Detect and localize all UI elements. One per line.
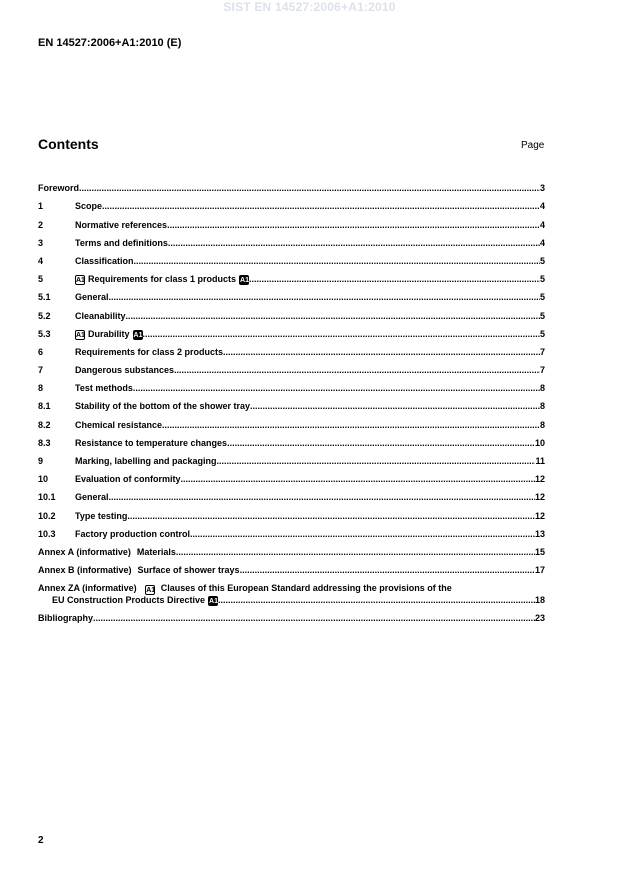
toc-number: Annex B (informative) — [38, 565, 132, 576]
document-id: EN 14527:2006+A1:2010 (E) — [38, 37, 182, 49]
toc-title: Test methods — [75, 383, 133, 394]
toc-entry[interactable] — [38, 431, 545, 449]
toc-title: Bibliography — [38, 612, 94, 623]
toc-leader — [250, 401, 540, 412]
toc-entry[interactable] — [38, 285, 545, 303]
toc-number: 10.1 — [38, 492, 56, 503]
toc-number: 3 — [38, 237, 44, 248]
table-of-contents — [38, 176, 545, 624]
toc-number: 5.1 — [38, 292, 51, 303]
toc-number: 8.1 — [38, 401, 51, 412]
toc-number: 10.2 — [38, 510, 56, 521]
toc-entry[interactable] — [38, 231, 545, 249]
toc-entry[interactable] — [38, 540, 545, 558]
toc-entry[interactable] — [38, 606, 545, 624]
toc-title: Dangerous substances — [75, 365, 175, 376]
toc-number: 7 — [38, 365, 44, 376]
toc-entry[interactable] — [38, 194, 545, 212]
toc-number: 4 — [38, 255, 44, 266]
toc-title: Terms and definitions — [75, 237, 168, 248]
toc-title: Requirements for class 2 products — [75, 346, 224, 357]
toc-title: Factory production control — [75, 528, 191, 539]
toc-number: 8 — [38, 383, 44, 394]
toc-entry[interactable] — [38, 394, 545, 412]
toc-page: 12 — [534, 474, 545, 485]
toc-leader — [102, 201, 540, 212]
toc-entry[interactable] — [38, 558, 545, 576]
toc-leader — [218, 595, 535, 606]
toc-number: 1 — [38, 201, 44, 212]
page-number: 2 — [38, 835, 44, 846]
toc-leader — [134, 256, 540, 267]
toc-title: General — [75, 492, 109, 503]
toc-page: 8 — [539, 383, 545, 394]
toc-page: 11 — [535, 456, 545, 466]
toc-title: Marking, labelling and packaging — [75, 456, 217, 466]
toc-entry[interactable] — [38, 376, 545, 394]
amendment-end-icon: A1 — [133, 331, 143, 339]
toc-page: 8 — [539, 419, 545, 430]
toc-page: 8 — [539, 401, 545, 412]
toc-entry[interactable] — [38, 503, 545, 521]
toc-entry[interactable] — [38, 340, 545, 358]
toc-entry[interactable] — [38, 267, 545, 285]
toc-title: Materials — [136, 546, 176, 557]
toc-leader — [133, 383, 540, 394]
toc-entry[interactable] — [38, 176, 545, 194]
toc-page: 12 — [534, 492, 545, 503]
toc-leader — [168, 238, 540, 249]
toc-page: 7 — [539, 346, 545, 357]
amendment-start-icon: A1 — [146, 586, 156, 594]
toc-leader — [181, 474, 535, 485]
toc-title: Surface of shower trays — [137, 565, 240, 576]
toc-leader — [126, 311, 540, 322]
toc-leader — [249, 274, 540, 285]
toc-title: Scope — [75, 201, 103, 212]
watermark: SIST EN 14527:2006+A1:2010 — [223, 0, 396, 14]
amendment-start-icon: A1 — [76, 277, 85, 285]
toc-leader — [174, 365, 540, 376]
toc-page: 17 — [534, 565, 545, 576]
toc-leader — [109, 492, 535, 503]
toc-page: 4 — [539, 201, 545, 212]
toc-title: Durability — [88, 328, 130, 339]
toc-page: 10 — [534, 437, 545, 448]
toc-page: 5 — [539, 292, 545, 303]
toc-page: 5 — [539, 328, 545, 339]
toc-leader — [109, 292, 540, 303]
toc-page: 5 — [539, 255, 545, 266]
toc-leader — [162, 420, 540, 431]
toc-entry[interactable] — [38, 485, 545, 503]
toc-entry[interactable] — [38, 322, 545, 340]
toc-title: Type testing — [75, 510, 128, 521]
toc-leader — [223, 347, 540, 358]
page-column-label: Page — [521, 140, 545, 151]
toc-leader — [227, 438, 535, 449]
toc-title-continued: EU Construction Products Directive — [52, 594, 206, 605]
toc-leader — [167, 220, 540, 231]
toc-entry[interactable] — [38, 576, 545, 606]
toc-leader — [79, 183, 540, 194]
toc-leader — [240, 565, 535, 576]
toc-title: Classification — [75, 255, 134, 266]
toc-title: Requirements for class 1 products — [88, 274, 237, 285]
amendment-end-icon: A1 — [240, 277, 249, 285]
toc-entry[interactable] — [38, 249, 545, 267]
toc-title: Cleanability — [75, 310, 126, 321]
toc-entry[interactable] — [38, 467, 545, 485]
toc-entry[interactable] — [38, 212, 545, 230]
toc-number: 10 — [38, 474, 49, 485]
toc-page: 18 — [534, 594, 545, 605]
toc-title: Evaluation of conformity — [75, 474, 181, 485]
toc-leader — [217, 456, 536, 467]
toc-leader — [143, 329, 540, 340]
toc-leader — [127, 511, 535, 522]
toc-leader — [190, 529, 535, 540]
toc-page: 3 — [539, 183, 545, 194]
toc-leader — [93, 613, 535, 624]
toc-number: 6 — [38, 346, 44, 357]
toc-number: 8.2 — [38, 419, 51, 430]
toc-number: 5.2 — [38, 310, 51, 321]
toc-entry[interactable] — [38, 412, 545, 430]
toc-title: Stability of the bottom of the shower tray — [75, 401, 251, 412]
amendment-end-icon: A1 — [209, 597, 218, 605]
toc-entry[interactable] — [38, 303, 545, 321]
toc-entry[interactable] — [38, 358, 545, 376]
toc-page: 13 — [534, 528, 545, 539]
toc-title: Normative references — [75, 219, 168, 230]
toc-page: 4 — [539, 219, 545, 230]
toc-entry[interactable] — [38, 522, 545, 540]
toc-page: 7 — [539, 365, 545, 376]
toc-page: 5 — [539, 310, 545, 321]
page-title: Contents — [38, 136, 99, 152]
toc-number: Annex ZA (informative) — [38, 582, 137, 593]
toc-page: 12 — [534, 510, 545, 521]
toc-leader — [176, 547, 535, 558]
toc-page: 4 — [539, 237, 545, 248]
toc-number: 5.3 — [38, 328, 51, 339]
amendment-start-icon: A1 — [76, 331, 85, 339]
toc-number: 8.3 — [38, 437, 51, 448]
toc-number: 2 — [38, 219, 44, 230]
toc-page: 15 — [534, 546, 545, 557]
toc-title: Foreword — [38, 183, 80, 194]
toc-title: Clauses of this European Standard addressing the provisions of the — [160, 582, 452, 593]
toc-page: 23 — [534, 612, 545, 623]
toc-title: General — [75, 292, 109, 303]
toc-entry[interactable] — [38, 449, 545, 467]
toc-number: 9 — [38, 456, 44, 466]
toc-number: Annex A (informative) — [38, 546, 131, 557]
toc-title: Resistance to temperature changes — [75, 437, 228, 448]
toc-number: 10.3 — [38, 528, 56, 539]
toc-number: 5 — [38, 274, 44, 285]
toc-title: Chemical resistance — [75, 419, 163, 430]
toc-page: 5 — [539, 274, 545, 285]
